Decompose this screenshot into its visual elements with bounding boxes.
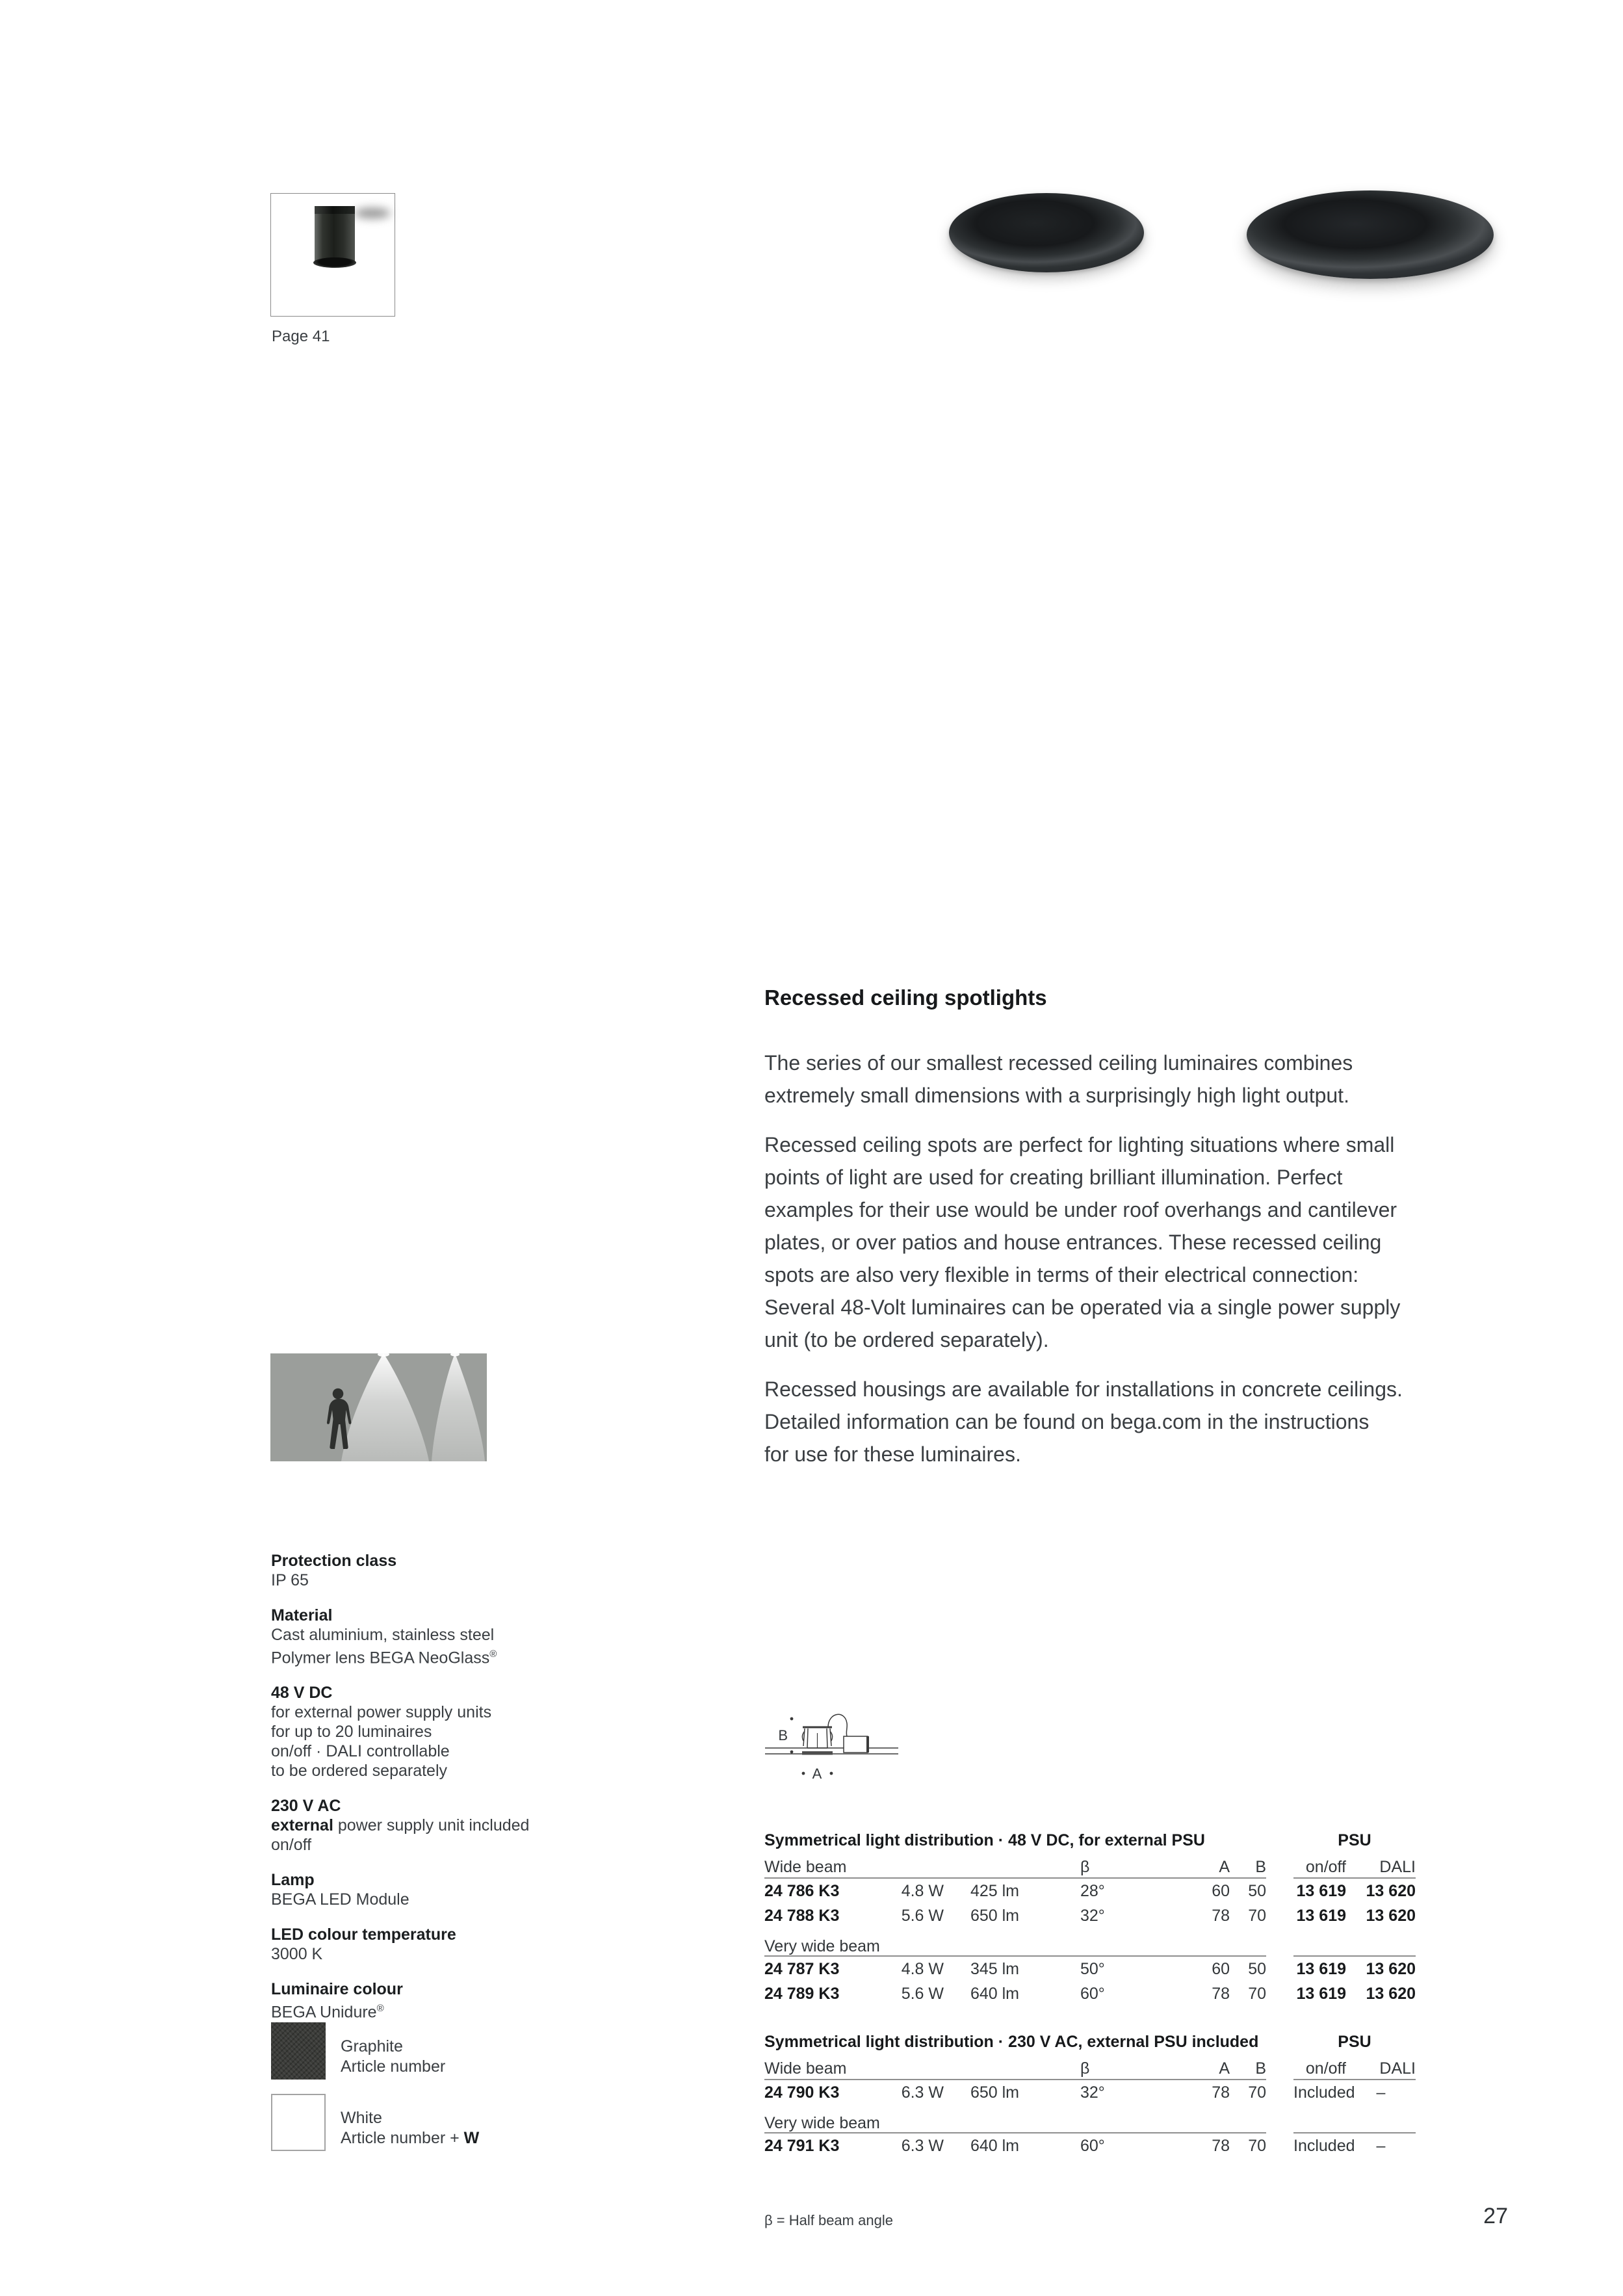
spec-230v-ac xyxy=(271,1796,687,1855)
psu-dali: 13 620 xyxy=(1366,1960,1416,1978)
thumbnail-caption: Page 41 xyxy=(272,328,330,345)
colour-name: Graphite xyxy=(341,2037,403,2055)
dimension-label-b: B xyxy=(778,1727,788,1743)
recessed-spotlight-photo-small xyxy=(949,193,1144,272)
dim-a: 60 xyxy=(1212,1960,1230,1978)
psu-dali: – xyxy=(1376,2083,1386,2102)
spec-value: to be ordered separately xyxy=(271,1762,448,1781)
beam-group-label-text: Very wide beam xyxy=(764,2114,880,2132)
wattage: 5.6 W xyxy=(901,1985,944,2003)
text-line: Recessed ceiling spots are perfect for lighting situations where small xyxy=(764,1133,1395,1156)
luminous-flux: 425 lm xyxy=(970,1882,1019,1900)
psu-dali: – xyxy=(1376,2137,1386,2155)
spec-lamp xyxy=(271,1870,687,1909)
surface-spotlight-photo xyxy=(315,206,355,263)
spec-value: on/off · DALI controllable xyxy=(271,1742,450,1761)
spec-value: BEGA LED Module xyxy=(271,1890,409,1909)
text-line: Detailed information can be found on bega.com in the instructions xyxy=(764,1410,1370,1433)
luminous-flux: 345 lm xyxy=(970,1960,1019,1978)
psu-dali: 13 620 xyxy=(1366,1907,1416,1925)
table-title xyxy=(764,1831,1416,1850)
recessed-spotlight-photo-large xyxy=(1247,190,1494,279)
wattage: 5.6 W xyxy=(901,1907,944,1925)
table-row xyxy=(764,1903,1416,1928)
colour-option-graphite xyxy=(271,2022,687,2080)
beam-group-label: Wide beam xyxy=(764,2059,847,2078)
installation-diagram xyxy=(762,1697,902,1781)
beam-group-label-text: Very wide beam xyxy=(764,1937,880,1955)
psu-onoff: 13 619 xyxy=(1296,1960,1346,1978)
luminous-flux: 650 lm xyxy=(970,1907,1019,1925)
text-line: unit (to be ordered separately). xyxy=(764,1328,1049,1351)
spec-value: on/off xyxy=(271,1836,312,1855)
graphite-swatch xyxy=(271,2022,326,2080)
spec-value xyxy=(271,1999,687,2022)
dim-a: 78 xyxy=(1212,2137,1230,2155)
beam-angle: 32° xyxy=(1080,2083,1105,2102)
wattage: 6.3 W xyxy=(901,2137,944,2155)
text-line: Several 48-Volt luminaires can be operated via a single power supply xyxy=(764,1296,1401,1319)
psu-onoff: 13 619 xyxy=(1296,1882,1346,1900)
spec-value: IP 65 xyxy=(271,1571,309,1589)
spec-protection-class xyxy=(271,1551,687,1590)
text-line: examples for their use would be under roof overhangs and cantilever xyxy=(764,1198,1397,1221)
colour-option-white xyxy=(271,2094,687,2151)
text-line: spots are also very flexible in terms of their electrical connection: xyxy=(764,1263,1359,1286)
intro-paragraph-2 xyxy=(764,1128,1538,1356)
col-header-onoff: on/off xyxy=(1305,1858,1346,1876)
dim-a: 60 xyxy=(1212,1882,1230,1900)
table-row xyxy=(764,1957,1416,1981)
wattage: 6.3 W xyxy=(901,2083,944,2102)
psu-column-header: PSU xyxy=(1338,2033,1371,2051)
swatch-labels xyxy=(341,2022,445,2080)
spec-value: for external power supply units xyxy=(271,1703,492,1722)
wattage: 4.8 W xyxy=(901,1960,944,1978)
text-line: for use for these luminaires. xyxy=(764,1442,1021,1466)
dim-b: 70 xyxy=(1248,1985,1266,2003)
article-number: 24 788 K3 xyxy=(764,1907,840,1925)
luminous-flux: 640 lm xyxy=(970,2137,1019,2155)
wattage: 4.8 W xyxy=(901,1882,944,1900)
psu-onoff: Included xyxy=(1293,2083,1355,2102)
beam-group-label xyxy=(764,1937,1416,1955)
dim-b: 50 xyxy=(1248,1882,1266,1900)
registered-mark: ® xyxy=(376,2003,384,2015)
white-swatch xyxy=(271,2094,326,2151)
dim-a: 78 xyxy=(1212,1985,1230,2003)
psu-column-header: PSU xyxy=(1338,1831,1371,1849)
text-line: The series of our smallest recessed ceiling luminaires combines xyxy=(764,1051,1353,1075)
beam-group-label: Wide beam xyxy=(764,1858,847,1876)
col-header-onoff: on/off xyxy=(1305,2059,1346,2078)
swatch-labels xyxy=(341,2094,479,2151)
table-230v-ac xyxy=(764,2032,1416,2158)
beam-angle: 60° xyxy=(1080,1985,1105,2003)
table-48v-dc xyxy=(764,1831,1416,2006)
spec-value-text: Polymer lens BEGA NeoGlass xyxy=(271,1649,490,1667)
spec-value-text: BEGA Unidure xyxy=(271,2003,377,2022)
text-line: plates, or over patios and house entrances. These recessed ceiling xyxy=(764,1231,1382,1254)
beam-angle: 28° xyxy=(1080,1882,1105,1900)
dim-b: 70 xyxy=(1248,2137,1266,2155)
table-row xyxy=(764,1981,1416,2006)
colour-note xyxy=(341,2128,479,2148)
spec-value xyxy=(271,1645,687,1667)
beam-angle: 50° xyxy=(1080,1960,1105,1978)
spec-title: LED colour temperature xyxy=(271,1925,456,1944)
dim-b: 50 xyxy=(1248,1960,1266,1978)
intro-section xyxy=(764,985,1538,1487)
beam-angle: 60° xyxy=(1080,2137,1105,2155)
colour-note-text: Article number + xyxy=(341,2128,464,2147)
article-number: 24 786 K3 xyxy=(764,1882,840,1900)
table-row xyxy=(764,2133,1416,2158)
spec-luminaire-colour xyxy=(271,1979,687,2022)
spec-bold-word: external xyxy=(271,1816,333,1835)
dim-a: 78 xyxy=(1212,2083,1230,2102)
table-title xyxy=(764,2032,1416,2052)
psu-onoff: 13 619 xyxy=(1296,1985,1346,2003)
psu-dali: 13 620 xyxy=(1366,1882,1416,1900)
spec-value: Cast aluminium, stainless steel xyxy=(271,1626,495,1644)
table-title-text: Symmetrical light distribution · 230 V AC, external PSU included xyxy=(764,2033,1259,2051)
dim-b: 70 xyxy=(1248,2083,1266,2102)
spec-value-text: power supply unit included xyxy=(333,1816,530,1835)
psu-onoff: 13 619 xyxy=(1296,1907,1346,1925)
article-number: 24 790 K3 xyxy=(764,2083,840,2102)
col-header-b: B xyxy=(1255,2059,1266,2078)
text-line: extremely small dimensions with a surprisingly high light output. xyxy=(764,1084,1349,1107)
colour-note: Article number xyxy=(341,2057,446,2076)
col-header-a: A xyxy=(1219,1858,1230,1876)
article-number: 24 789 K3 xyxy=(764,1985,840,2003)
col-header-a: A xyxy=(1219,2059,1230,2078)
article-number: 24 787 K3 xyxy=(764,1960,840,1978)
page-number: 27 xyxy=(1483,2204,1508,2228)
spec-title: Protection class xyxy=(271,1552,397,1570)
table-row xyxy=(764,2080,1416,2105)
text-line: points of light are used for creating brilliant illumination. Perfect xyxy=(764,1166,1343,1189)
intro-paragraph-3 xyxy=(764,1373,1538,1470)
col-header-beta: β xyxy=(1080,1858,1090,1876)
product-thumbnail-frame xyxy=(270,193,395,317)
luminous-flux: 650 lm xyxy=(970,2083,1019,2102)
registered-mark: ® xyxy=(489,1649,497,1660)
beam-angle: 32° xyxy=(1080,1907,1105,1925)
colour-suffix: W xyxy=(463,2128,480,2147)
table-title-text: Symmetrical light distribution · 48 V DC, for external PSU xyxy=(764,1831,1205,1849)
spec-column xyxy=(271,1551,687,2151)
spec-title: Luminaire colour xyxy=(271,1980,403,1999)
spec-material xyxy=(271,1606,687,1667)
psu-dali: 13 620 xyxy=(1366,1985,1416,2003)
text-line: Recessed housings are available for installations in concrete ceilings. xyxy=(764,1377,1403,1401)
spec-48v-dc xyxy=(271,1683,687,1781)
beam-angle-footnote: β = Half beam angle xyxy=(764,2212,893,2228)
spec-title: Material xyxy=(271,1606,333,1624)
table-subheader xyxy=(764,2058,1416,2079)
col-header-dali: DALI xyxy=(1379,2059,1416,2078)
spec-value: for up to 20 luminaires xyxy=(271,1723,432,1742)
col-header-b: B xyxy=(1255,1858,1266,1876)
table-subheader xyxy=(764,1857,1416,1877)
dim-b: 70 xyxy=(1248,1907,1266,1925)
spec-title: Lamp xyxy=(271,1871,315,1890)
beam-group-label xyxy=(764,2114,1416,2132)
dim-a: 78 xyxy=(1212,1907,1230,1925)
spec-value xyxy=(271,1816,687,1835)
spec-title: 230 V AC xyxy=(271,1797,341,1816)
psu-onoff: Included xyxy=(1293,2137,1355,2155)
intro-paragraph-1 xyxy=(764,1047,1538,1112)
page-title: Recessed ceiling spotlights xyxy=(764,985,1047,1010)
col-header-dali: DALI xyxy=(1379,1858,1416,1876)
luminous-flux: 640 lm xyxy=(970,1985,1019,2003)
table-row xyxy=(764,1879,1416,1903)
spec-led-colour-temperature xyxy=(271,1925,687,1964)
spec-value: 3000 K xyxy=(271,1945,323,1964)
dimension-label-a: A xyxy=(812,1766,822,1781)
article-number: 24 791 K3 xyxy=(764,2137,840,2155)
colour-name: White xyxy=(341,2108,382,2127)
col-header-beta: β xyxy=(1080,2059,1090,2078)
light-distribution-photo xyxy=(270,1353,487,1461)
spec-title: 48 V DC xyxy=(271,1684,333,1702)
ceiling-shadow xyxy=(354,208,391,218)
